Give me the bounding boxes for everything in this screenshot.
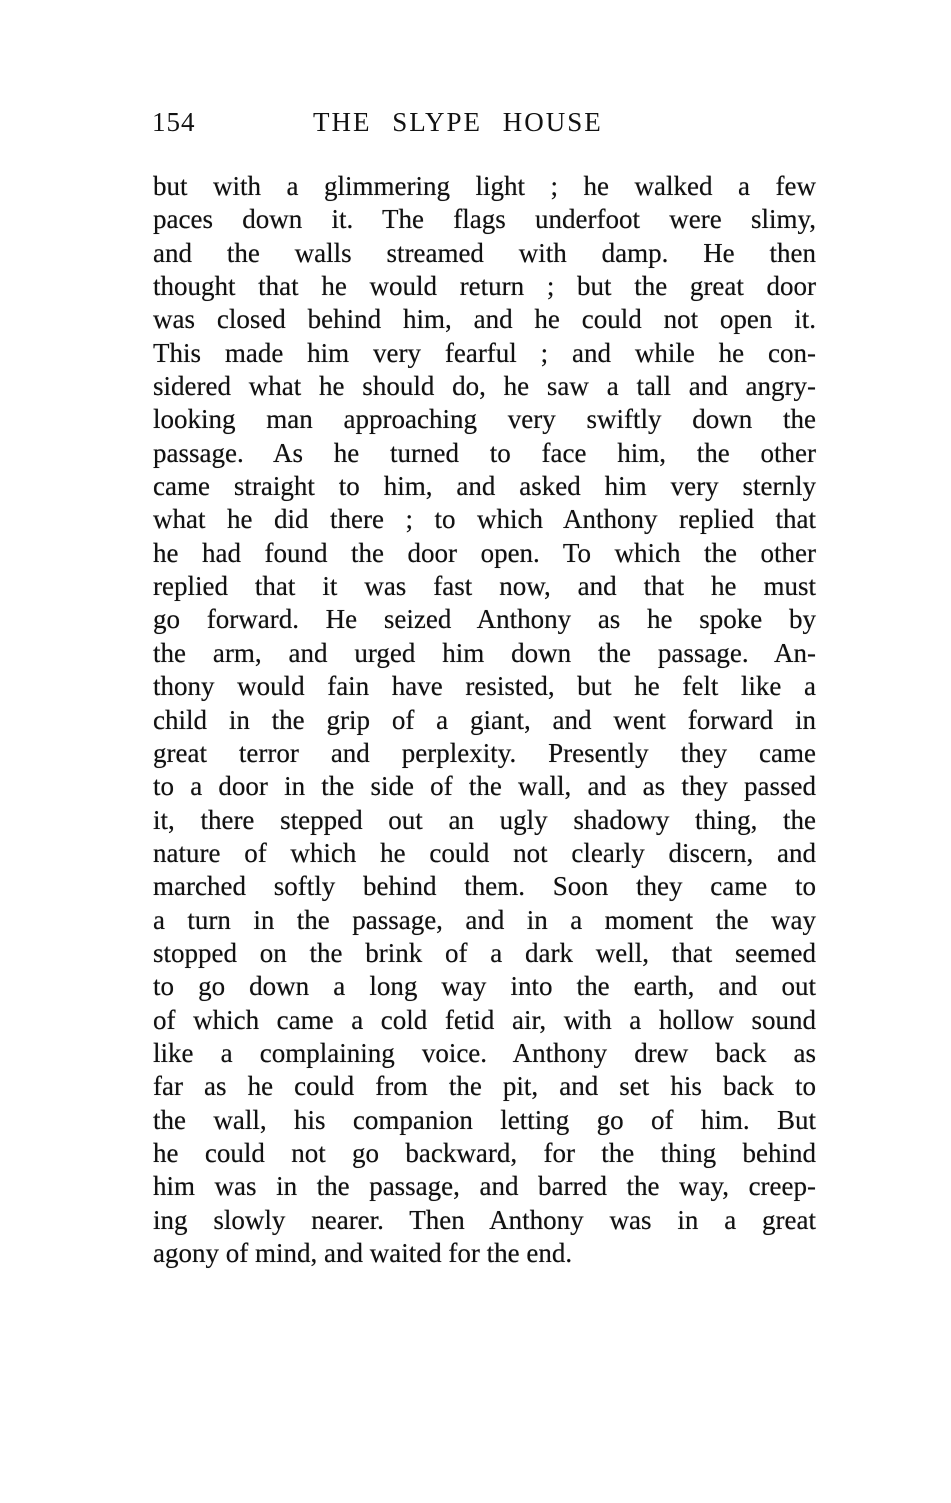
text-line: child in the grip of a giant, and went forward in	[153, 704, 816, 735]
text-line: This made him very fearful ; and while he con-	[153, 337, 816, 368]
text-line: he had found the door open. To which the other	[153, 537, 816, 568]
text-line: a turn in the passage, and in a moment the way	[153, 904, 816, 935]
text-line: it, there stepped out an ugly shadowy thing, the	[153, 804, 816, 835]
text-line: of which came a cold fetid air, with a hollow sound	[153, 1004, 816, 1035]
text-line: looking man approaching very swiftly down the	[153, 404, 816, 435]
text-line: he could not go backward, for the thing behind	[153, 1137, 816, 1168]
text-line: what he did there ; to which Anthony replied that	[153, 504, 816, 535]
text-line: great terror and perplexity. Presently they came	[153, 737, 816, 768]
text-line: marched softly behind them. Soon they came to	[153, 871, 816, 902]
page-number: 154	[152, 107, 196, 137]
text-line: go forward. He seized Anthony as he spoke by	[153, 604, 816, 635]
text-line: paces down it. The flags underfoot were slimy,	[153, 204, 816, 235]
text-line: to go down a long way into the earth, and out	[153, 971, 816, 1002]
text-line: nature of which he could not clearly discern, and	[153, 837, 816, 868]
text-line: ing slowly nearer. Then Anthony was in a great	[153, 1204, 816, 1235]
text-line: far as he could from the pit, and set his back to	[153, 1071, 816, 1102]
text-line: replied that it was fast now, and that he must	[153, 571, 816, 602]
text-line: passage. As he turned to face him, the other	[153, 437, 816, 468]
text-line: like a complaining voice. Anthony drew back as	[153, 1037, 816, 1068]
text-line: the arm, and urged him down the passage. An-	[153, 637, 816, 668]
text-line: and the walls streamed with damp. He then	[153, 237, 816, 268]
text-line: stopped on the brink of a dark well, that seemed	[153, 937, 816, 968]
text-line: the wall, his companion letting go of him. But	[153, 1104, 816, 1135]
text-line: to a door in the side of the wall, and as they passed	[153, 771, 816, 802]
text-line: but with a glimmering light ; he walked a few	[153, 171, 816, 201]
text-line: was closed behind him, and he could not open it.	[153, 304, 816, 335]
text-line: came straight to him, and asked him very sternly	[153, 471, 816, 502]
running-title: THE SLYPE HOUSE	[313, 107, 603, 137]
text-line: sidered what he should do, he saw a tall and angry-	[153, 371, 816, 402]
body-text	[153, 170, 816, 1270]
text-line: thought that he would return ; but the great door	[153, 271, 816, 302]
text-line: him was in the passage, and barred the way, creep-	[153, 1171, 816, 1202]
text-line: agony of mind, and waited for the end.	[153, 1238, 573, 1268]
text-line: thony would fain have resisted, but he felt like a	[153, 671, 816, 702]
